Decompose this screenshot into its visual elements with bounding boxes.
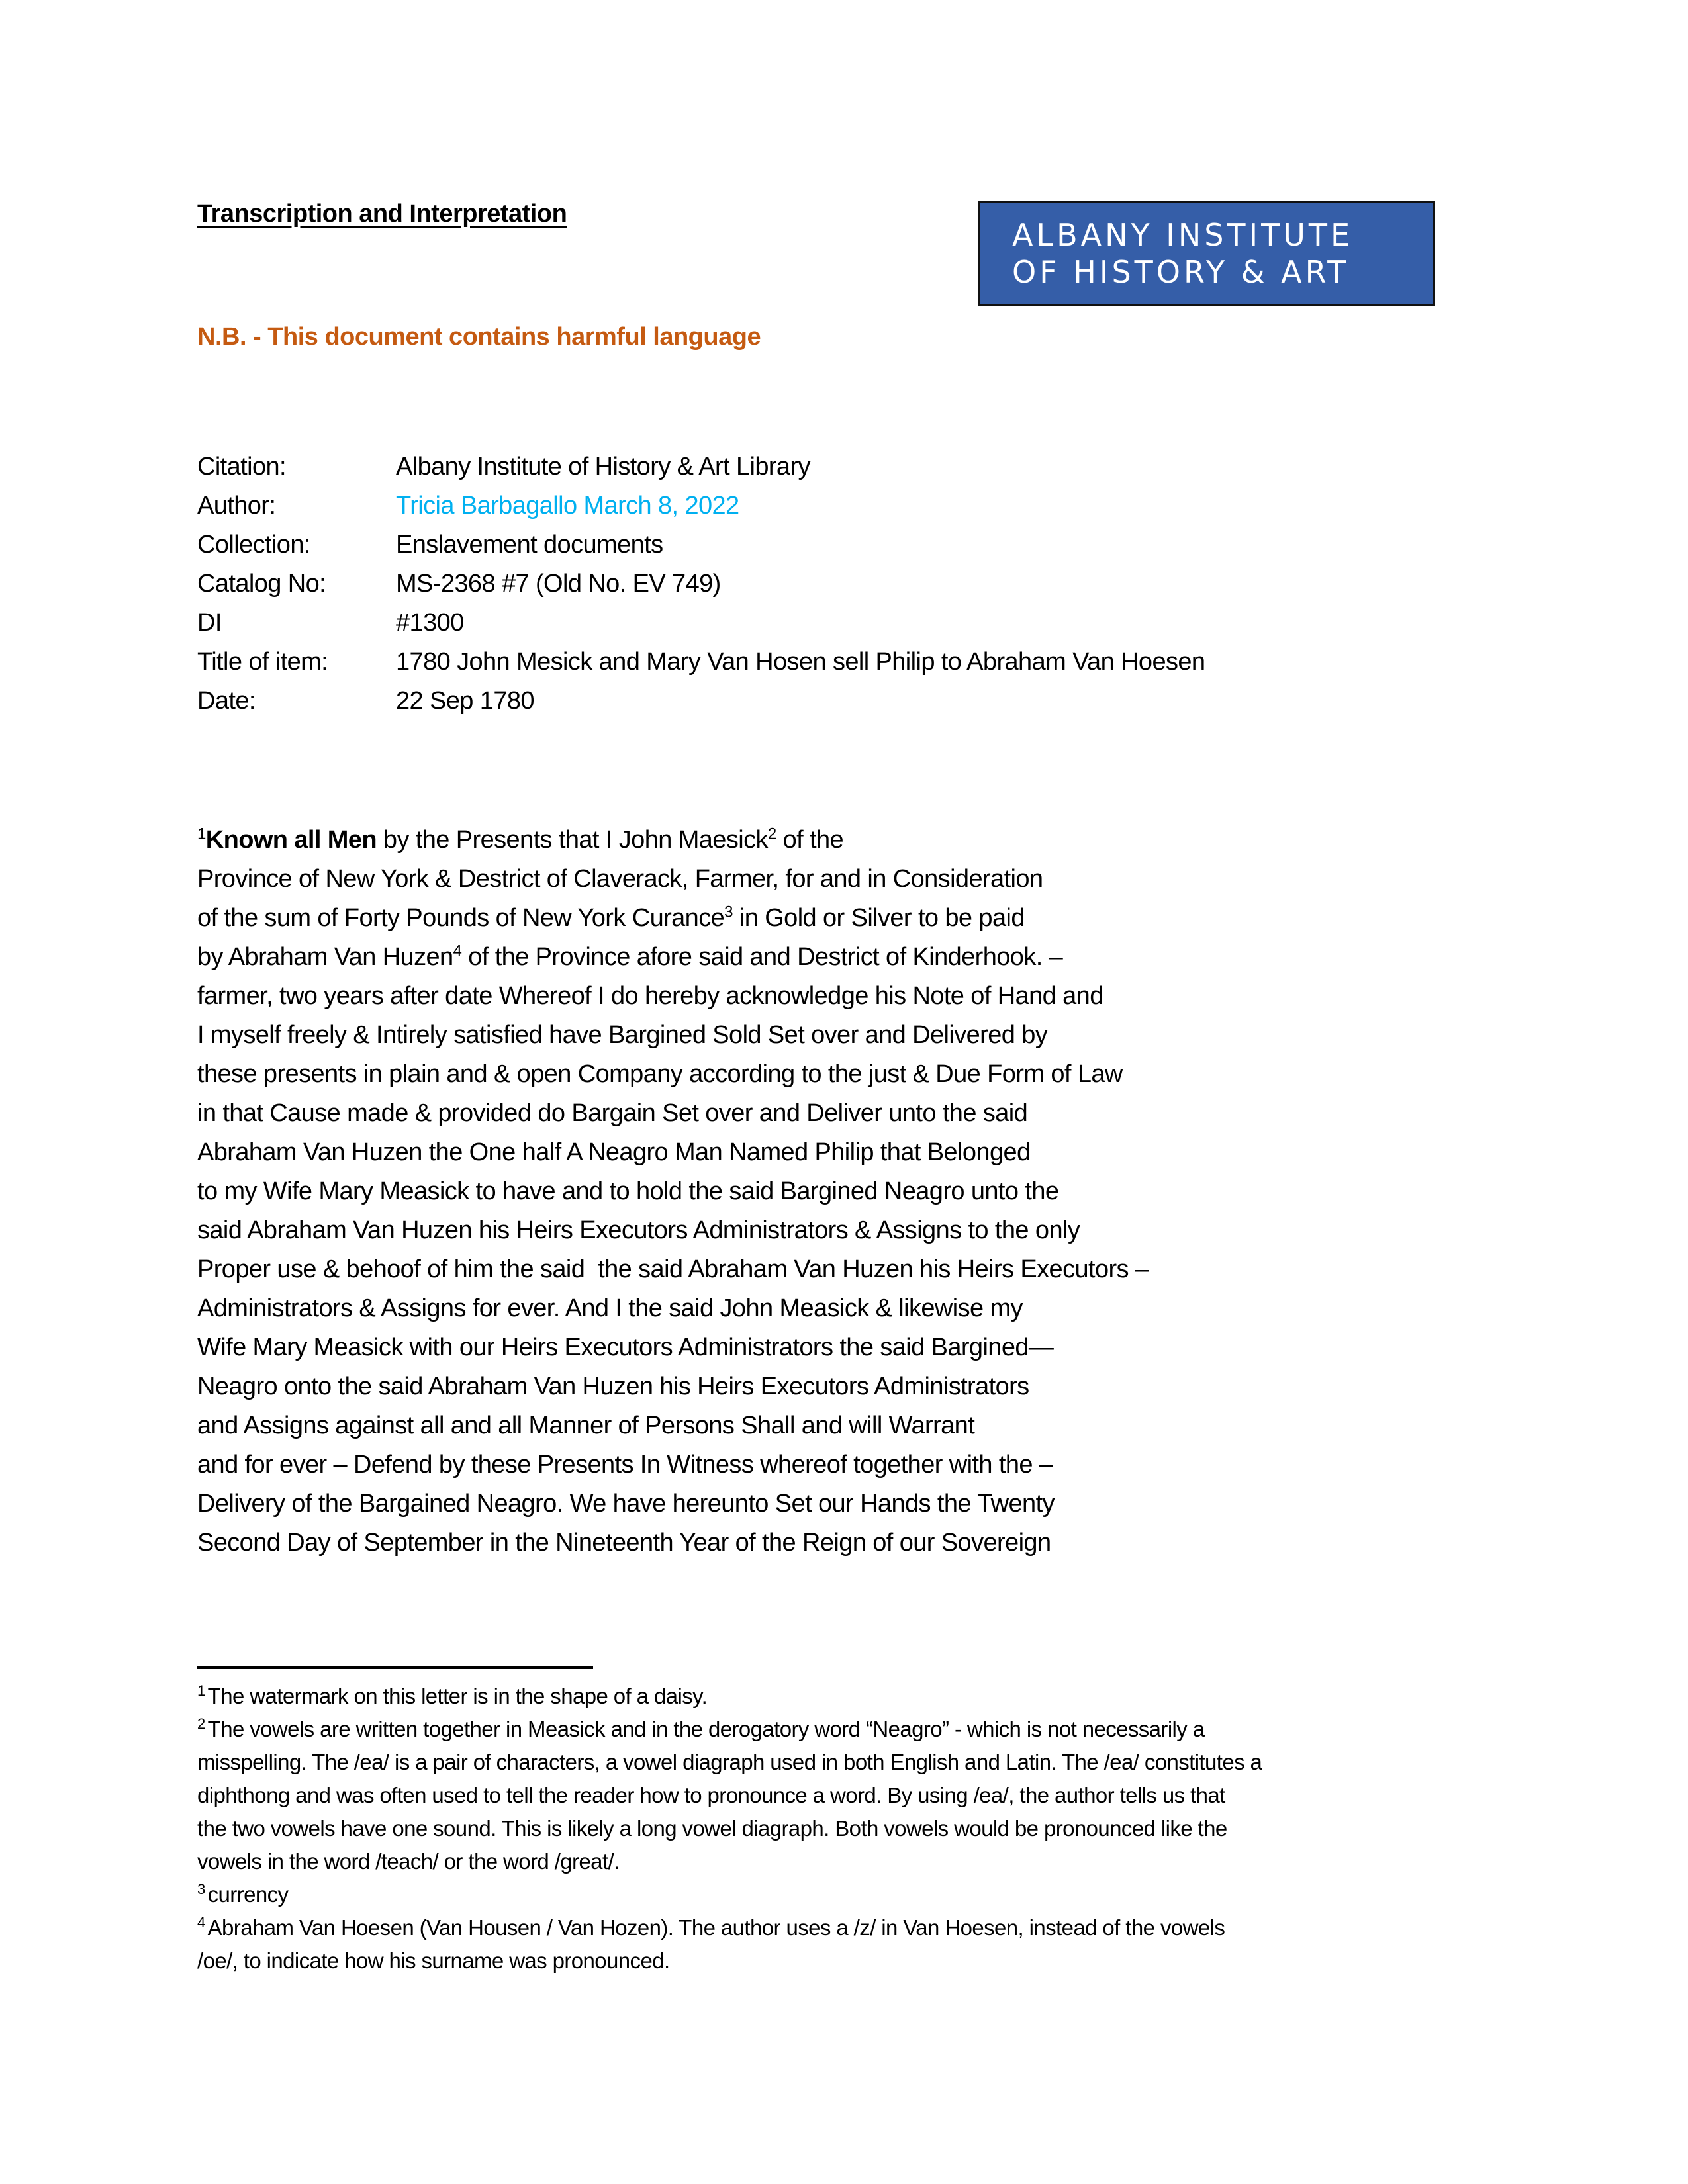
footnote-1 xyxy=(197,1680,1488,1713)
footnote-2-cont: misspelling. The /ea/ is a pair of characters, a vowel diagraph used in both English and Latin. The /ea/ constitutes a xyxy=(197,1750,1262,1774)
transcription-line: I myself freely & Intirely satisfied have Bargined Sold Set over and Delivered by xyxy=(197,1021,1048,1049)
transcription-body xyxy=(197,821,1455,1563)
transcription-line: Abraham Van Huzen the One half A Neagro Man Named Philip that Belonged xyxy=(197,1138,1031,1166)
line-text: by Abraham Van Huzen xyxy=(197,943,453,971)
transcription-line: Administrators & Assigns for ever. And I the said John Measick & likewise my xyxy=(197,1295,1023,1322)
line-text: of the Province afore said and Destrict of Kinderhook. – xyxy=(461,943,1063,971)
footnote-4-cont: /oe/, to indicate how his surname was pronounced. xyxy=(197,1948,670,1973)
transcription-line xyxy=(197,899,1455,938)
transcription-line: Wife Mary Measick with our Heirs Executors Administrators the said Bargined— xyxy=(197,1334,1054,1361)
footnote-text: currency xyxy=(207,1882,289,1907)
transcription-line: Neagro onto the said Abraham Van Huzen his Heirs Executors Administrators xyxy=(197,1373,1029,1400)
line-text: of the sum of Forty Pounds of New York Curance xyxy=(197,904,725,932)
transcription-line: to my Wife Mary Measick to have and to hold the said Bargined Neagro unto the xyxy=(197,1177,1059,1205)
footnote-4 xyxy=(197,1911,1488,1944)
transcription-line: and for ever – Defend by these Presents In Witness whereof together with the – xyxy=(197,1451,1053,1479)
meta-value: Albany Institute of History & Art Library xyxy=(396,453,810,480)
footnote-mark: 1 xyxy=(197,1682,205,1699)
transcription-line: farmer, two years after date Whereof I do hereby acknowledge his Note of Hand and xyxy=(197,982,1103,1010)
footnote-2-cont: the two vowels have one sound. This is likely a long vowel diagraph. Both vowels would be pronounced like the xyxy=(197,1816,1227,1841)
meta-row-author xyxy=(197,486,1205,525)
footnote-ref[interactable]: 3 xyxy=(724,903,733,921)
meta-label: Author: xyxy=(197,492,276,520)
footnote-mark: 3 xyxy=(197,1881,205,1897)
footnote-mark: 2 xyxy=(197,1715,205,1732)
meta-label: Catalog No: xyxy=(197,570,326,598)
footnote-text: The vowels are written together in Measick and in the derogatory word “Neagro” - which is not necessarily a xyxy=(207,1717,1205,1741)
meta-label: Title of item: xyxy=(197,648,328,676)
transcription-line: Delivery of the Bargained Neagro. We have hereunto Set our Hands the Twenty xyxy=(197,1490,1055,1518)
transcription-line: Second Day of September in the Nineteenth Year of the Reign of our Sovereign xyxy=(197,1529,1051,1557)
footnote-text: Abraham Van Hoesen (Van Housen / Van Hozen). The author uses a /z/ in Van Hoesen, instead of the vowels xyxy=(207,1915,1225,1940)
meta-row-title xyxy=(197,643,1205,682)
line-text: in Gold or Silver to be paid xyxy=(732,904,1025,932)
meta-row-date xyxy=(197,682,1205,721)
footnotes xyxy=(197,1680,1488,1978)
meta-value: 22 Sep 1780 xyxy=(396,687,534,715)
meta-row-catalog xyxy=(197,565,1205,604)
meta-row-di xyxy=(197,604,1205,643)
footnote-ref[interactable]: 2 xyxy=(767,825,776,843)
line-text: of the xyxy=(776,826,844,854)
author-link[interactable]: Tricia Barbagallo March 8, 2022 xyxy=(396,492,739,520)
footnote-ref[interactable]: 1 xyxy=(197,825,206,843)
meta-label: Date: xyxy=(197,687,256,715)
meta-row-citation xyxy=(197,447,1205,486)
transcription-line: these presents in plain and & open Company according to the just & Due Form of Law xyxy=(197,1060,1123,1088)
footnote-2-cont: diphthong and was often used to tell the reader how to pronounce a word. By using /ea/, the author tells us that xyxy=(197,1783,1225,1807)
logo-line-1: ALBANY INSTITUTE xyxy=(1012,217,1354,253)
footnote-ref[interactable]: 4 xyxy=(453,942,462,960)
meta-label: DI xyxy=(197,609,222,637)
bold-lead: Known all Men xyxy=(205,826,377,854)
footnote-mark: 4 xyxy=(197,1914,205,1931)
transcription-line: Province of New York & Destrict of Claverack, Farmer, for and in Consideration xyxy=(197,865,1043,893)
meta-value: 1780 John Mesick and Mary Van Hosen sell Philip to Abraham Van Hoesen xyxy=(396,648,1205,676)
meta-value: MS-2368 #7 (Old No. EV 749) xyxy=(396,570,721,598)
footnote-3 xyxy=(197,1878,1488,1911)
metadata-table xyxy=(197,447,1205,721)
meta-value: #1300 xyxy=(396,609,464,637)
meta-label: Citation: xyxy=(197,453,287,480)
transcription-line: in that Cause made & provided do Bargain Set over and Deliver unto the said xyxy=(197,1099,1028,1127)
logo-line-2: OF HISTORY & ART xyxy=(1012,254,1350,290)
document-title: Transcription and Interpretation xyxy=(197,200,567,228)
transcription-line xyxy=(197,938,1455,977)
meta-row-collection xyxy=(197,525,1205,565)
footnote-separator xyxy=(197,1666,593,1669)
line-text: by the Presents that I John Maesick xyxy=(376,826,768,854)
footnote-2 xyxy=(197,1713,1488,1746)
institution-logo xyxy=(978,201,1435,306)
transcription-line: said Abraham Van Huzen his Heirs Executors Administrators & Assigns to the only xyxy=(197,1216,1080,1244)
transcription-line: Proper use & behoof of him the said the said Abraham Van Huzen his Heirs Executors – xyxy=(197,1255,1149,1283)
transcription-line xyxy=(197,821,1455,860)
harmful-language-warning: N.B. - This document contains harmful language xyxy=(197,323,761,351)
footnote-2-cont: vowels in the word /teach/ or the word /great/. xyxy=(197,1849,620,1874)
transcription-line: and Assigns against all and all Manner of Persons Shall and will Warrant xyxy=(197,1412,975,1439)
meta-label: Collection: xyxy=(197,531,310,559)
footnote-text: The watermark on this letter is in the shape of a daisy. xyxy=(207,1684,708,1708)
meta-value: Enslavement documents xyxy=(396,531,663,559)
